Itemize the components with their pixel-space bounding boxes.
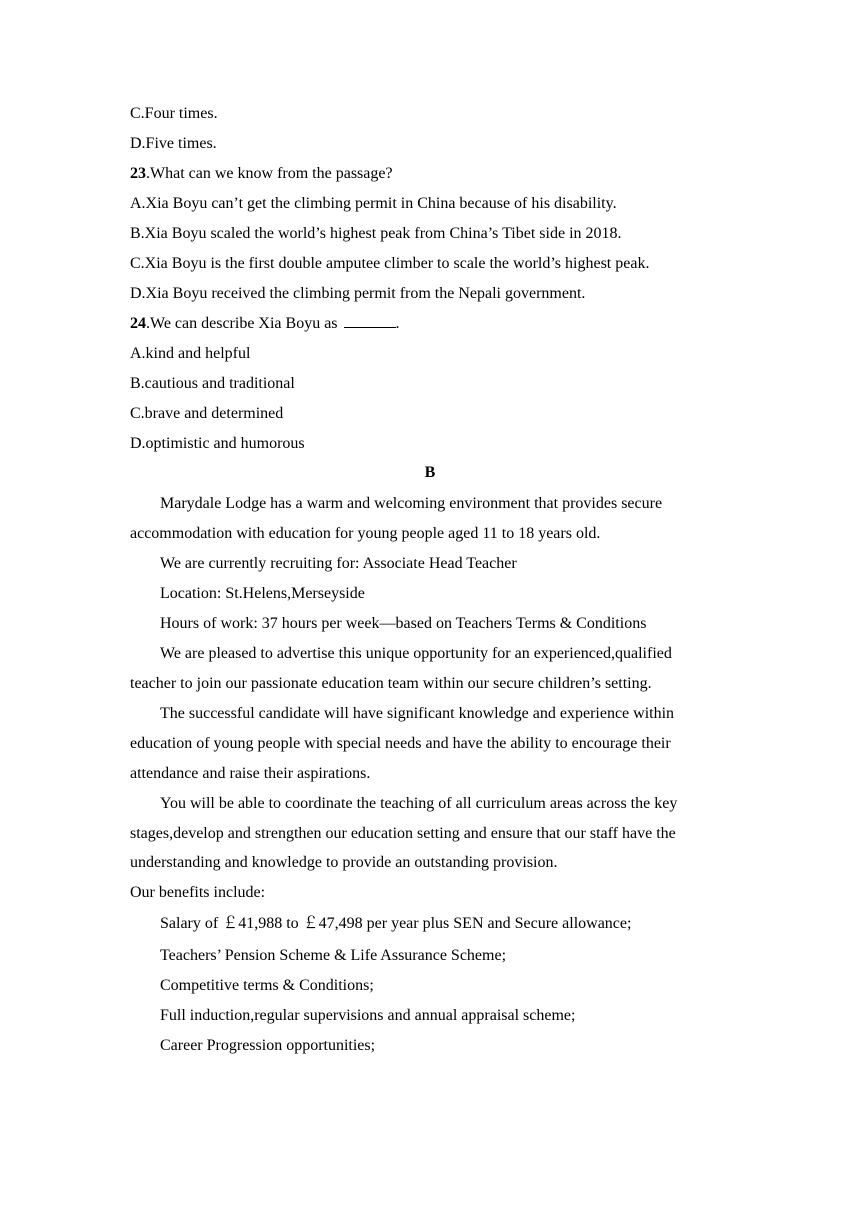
recruiting-line: We are currently recruiting for: Associate Head Teacher [160, 555, 517, 572]
paragraph-line: accommodation with education for young people aged 11 to 18 years old. [130, 525, 601, 542]
location-line: Location: St.Helens,Merseyside [160, 585, 365, 602]
section-heading: B [424, 464, 436, 481]
paragraph-line: The successful candidate will have significant knowledge and experience within [160, 705, 675, 722]
benefit-item: Teachers’ Pension Scheme & Life Assurance Scheme; [160, 947, 507, 964]
answer-blank [344, 314, 396, 328]
q23-option-c: C.Xia Boyu is the first double amputee climber to scale the world’s highest peak. [130, 255, 650, 272]
q24-option-d: D.optimistic and humorous [130, 435, 305, 452]
q23-option-a: A.Xia Boyu can’t get the climbing permit in China because of his disability. [130, 195, 617, 212]
benefit-item: Salary of ￡41,988 to ￡47,498 per year plus SEN and Secure allowance; [160, 915, 632, 932]
q23-option-d: D.Xia Boyu received the climbing permit from the Nepali government. [130, 285, 586, 302]
paragraph-line: understanding and knowledge to provide an outstanding provision. [130, 854, 558, 871]
question-24 [130, 314, 400, 334]
q24-option-b: B.cautious and traditional [130, 375, 295, 392]
benefits-heading: Our benefits include: [130, 884, 266, 901]
paragraph-line: We are pleased to advertise this unique opportunity for an experienced,qualified [160, 645, 672, 662]
question-stem: .What can we know from the passage? [146, 165, 393, 182]
q24-option-c: C.brave and determined [130, 405, 284, 422]
benefit-item: Full induction,regular supervisions and annual appraisal scheme; [160, 1007, 576, 1024]
paragraph-line: attendance and raise their aspirations. [130, 765, 371, 782]
hours-line: Hours of work: 37 hours per week—based on Teachers Terms & Conditions [160, 615, 647, 632]
question-number: 23 [130, 165, 146, 182]
benefit-item: Career Progression opportunities; [160, 1037, 376, 1054]
q23-option-b: B.Xia Boyu scaled the world’s highest peak from China’s Tibet side in 2018. [130, 225, 622, 242]
question-end: . [395, 315, 400, 332]
q24-option-a: A.kind and helpful [130, 345, 251, 362]
question-23 [130, 164, 393, 184]
option-c: C.Four times. [130, 105, 218, 122]
paragraph-line: education of young people with special needs and have the ability to encourage their [130, 735, 671, 752]
benefit-item: Competitive terms & Conditions; [160, 977, 374, 994]
paragraph-line: stages,develop and strengthen our education setting and ensure that our staff have the [130, 825, 676, 842]
paragraph-line: You will be able to coordinate the teaching of all curriculum areas across the key [160, 795, 678, 812]
question-stem: .We can describe Xia Boyu as [146, 315, 338, 332]
paragraph-line: Marydale Lodge has a warm and welcoming environment that provides secure [160, 495, 663, 512]
paragraph-line: teacher to join our passionate education team within our secure children’s setting. [130, 675, 652, 692]
question-number: 24 [130, 315, 146, 332]
option-d: D.Five times. [130, 135, 217, 152]
